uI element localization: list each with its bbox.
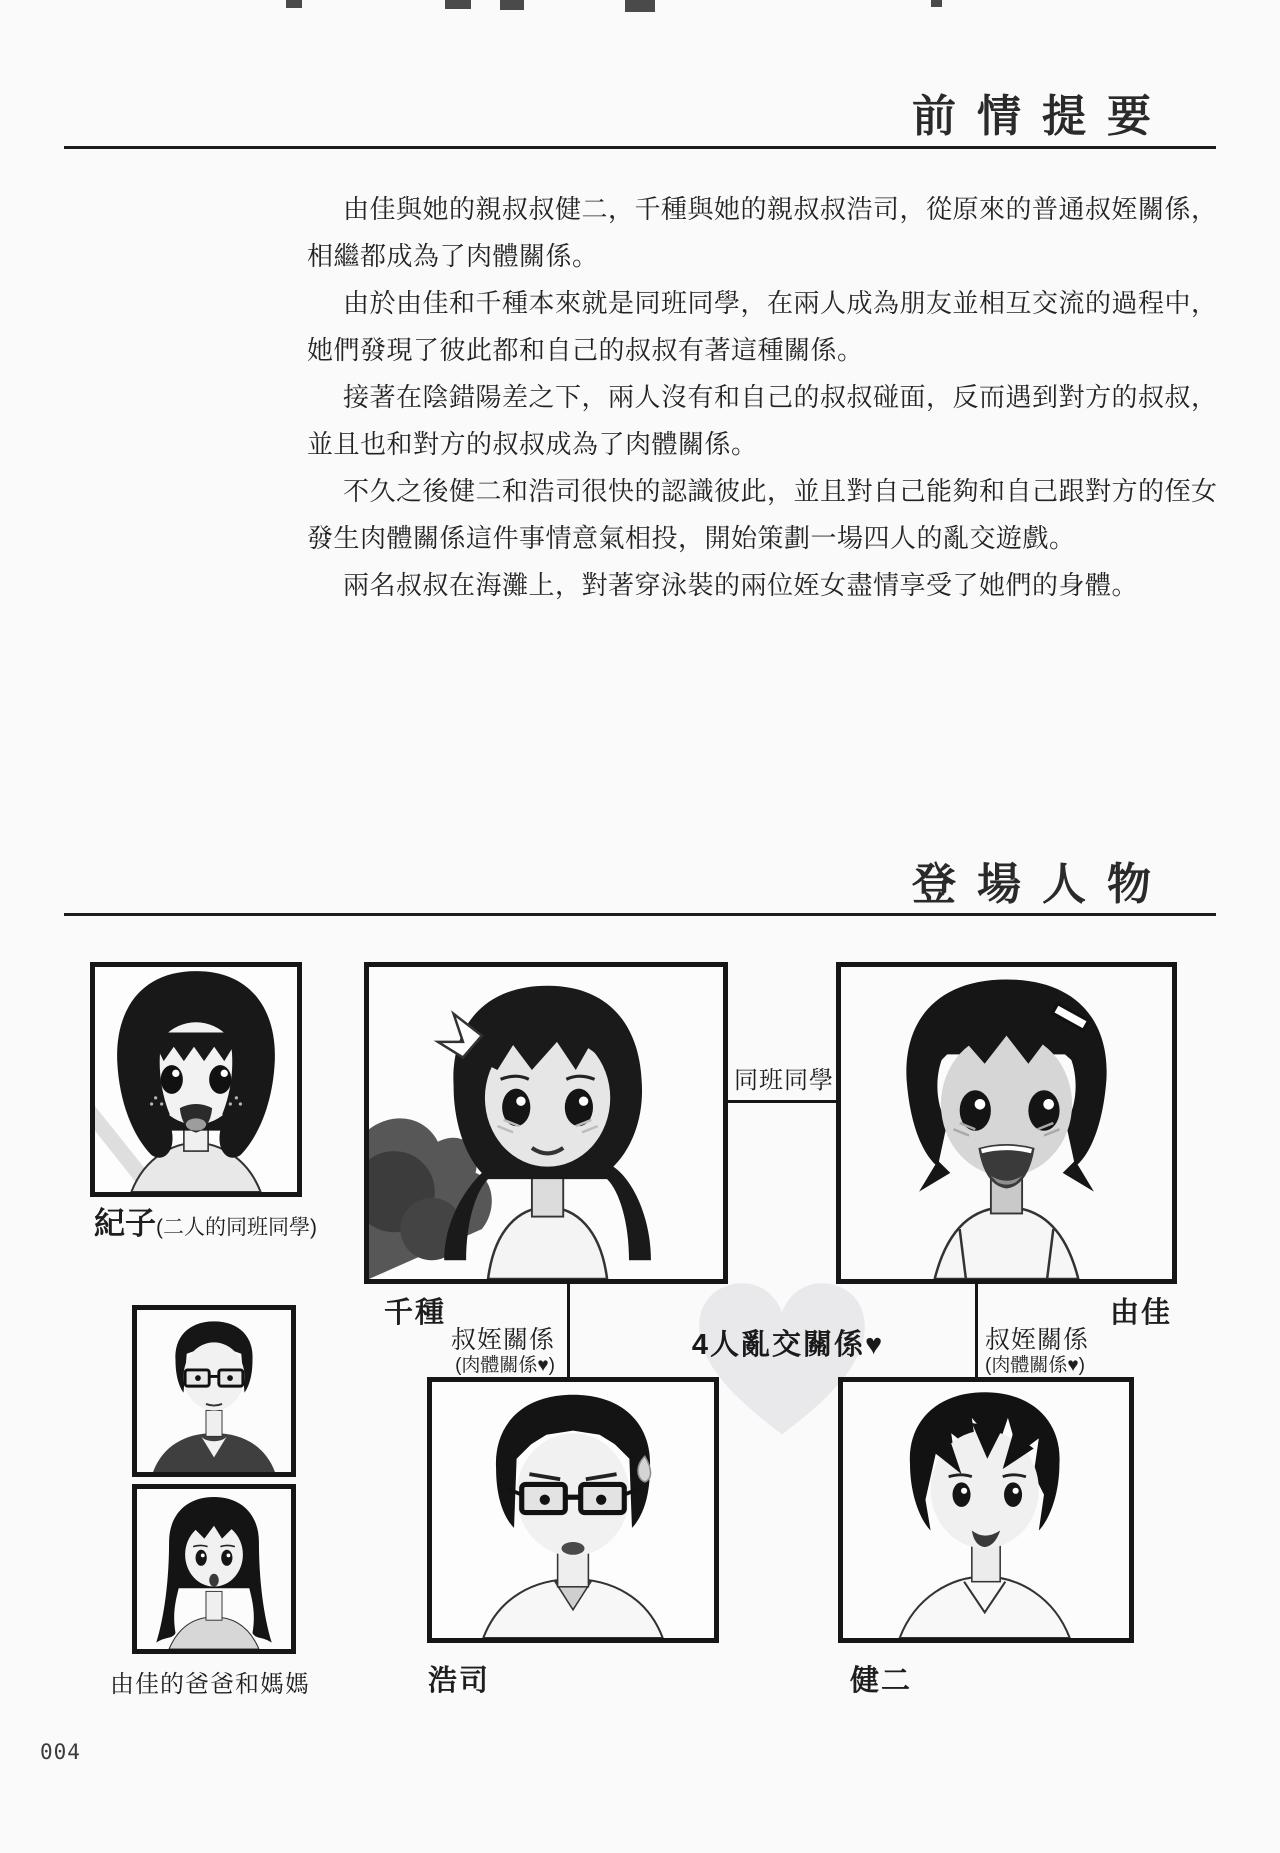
scan-artifact [445,0,471,9]
page-number: 004 [40,1740,81,1764]
chigusa-kouji-relation [400,1326,555,1377]
parents-label: 由佳的爸爸和媽媽 [110,1671,310,1698]
noriko-label [94,1198,317,1243]
yuka-label: 由佳 [1110,1297,1173,1329]
synopsis-line: 由佳與她的親叔叔健二，千種與她的親叔叔浩司，從原來的普通叔姪關係， [343,194,1218,224]
scan-artifact [931,0,942,7]
scan-artifact [625,0,655,12]
synopsis-text [307,186,1218,609]
synopsis-line: 接著在陰錯陽差之下，兩人沒有和自己的叔叔碰面，反而遇到對方的叔叔， [343,382,1218,412]
kenji-label: 健二 [850,1665,913,1697]
group-relation-label: 4人亂交關係♥ [691,1329,885,1361]
chigusa-kouji-connector-line [567,1284,570,1377]
kouji-label: 浩司 [428,1665,491,1697]
mother-portrait-art [137,1489,291,1649]
synopsis-title: 前情提要 [912,92,1172,141]
synopsis-line: 發生肉體關係這件事情意氣相投，開始策劃一場四人的亂交遊戲。 [307,523,1076,553]
scan-artifact [286,0,302,8]
characters-divider [64,913,1216,916]
noriko-name: 紀子 [94,1206,156,1241]
kenji-portrait [838,1377,1134,1643]
physical-relation-label: (肉體關係♥) [455,1354,555,1376]
classmates-connector-line [728,1100,836,1103]
characters-title: 登場人物 [912,860,1172,909]
synopsis-line: 她們發現了彼此都和自己的叔叔有著這種關係。 [307,335,864,365]
mother-portrait [132,1484,296,1654]
uncle-niece-label: 叔姪關係 [450,1326,555,1354]
synopsis-line: 相繼都成為了肉體關係。 [307,241,599,271]
kenji-portrait-art [843,1382,1129,1638]
yuka-kenji-relation [985,1326,1150,1377]
classmates-relation-label: 同班同學 [734,1067,834,1094]
synopsis-line: 不久之後健二和浩司很快的認識彼此，並且對自己能夠和自己跟對方的侄女 [343,476,1218,506]
synopsis-line: 兩名叔叔在海灘上，對著穿泳裝的兩位姪女盡情享受了她們的身體。 [343,570,1139,600]
noriko-note: (二人的同班同學) [156,1216,317,1239]
father-portrait [132,1305,296,1477]
synopsis-line: 並且也和對方的叔叔成為了肉體關係。 [307,429,758,459]
yuka-kenji-connector-line [975,1284,978,1377]
yuka-portrait-art [841,967,1172,1279]
synopsis-line: 由於由佳和千種本來就是同班同學，在兩人成為朋友並相互交流的過程中， [343,288,1218,318]
chigusa-label: 千種 [384,1297,447,1329]
kouji-portrait [427,1377,719,1643]
scan-artifact [500,0,524,10]
synopsis-divider [64,146,1216,149]
uncle-niece-label: 叔姪關係 [985,1326,1090,1354]
noriko-portrait-art [95,967,297,1192]
father-portrait-art [137,1310,291,1472]
chigusa-portrait-art [369,967,723,1279]
kouji-portrait-art [432,1382,714,1638]
chigusa-portrait [364,962,728,1284]
physical-relation-label: (肉體關係♥) [985,1354,1085,1376]
yuka-portrait [836,962,1177,1284]
noriko-portrait [90,962,302,1197]
